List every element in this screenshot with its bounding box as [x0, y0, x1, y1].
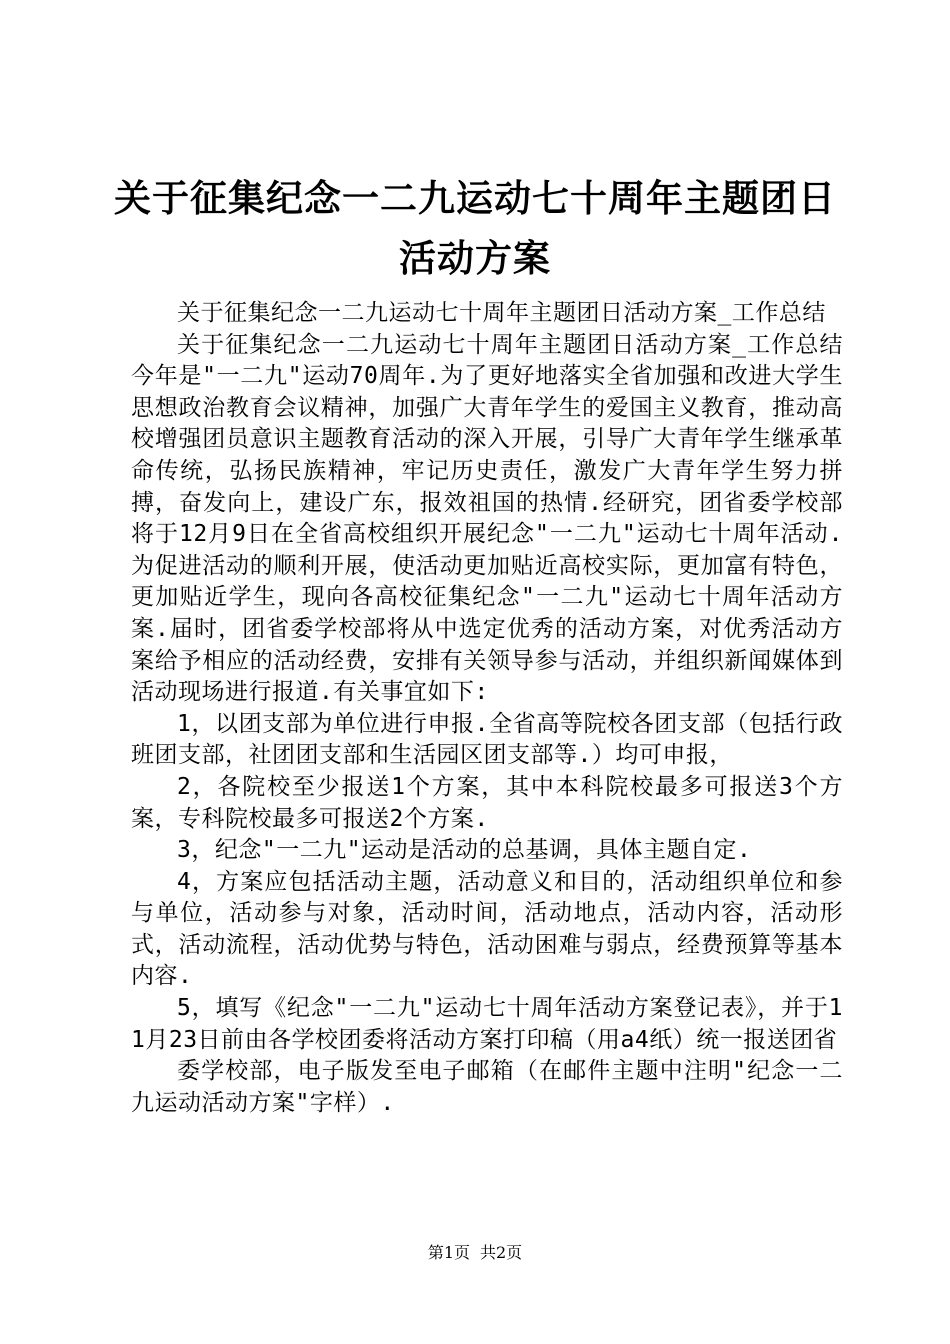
document-body [131, 298, 843, 1119]
paragraph-8: 委学校部，电子版发至电子邮箱（在邮件主题中注明"纪念一二九运动活动方案"字样）. [131, 1058, 843, 1116]
paragraph-1: 关于征集纪念一二九运动七十周年主题团日活动方案_工作总结 [177, 300, 826, 326]
paragraph-3: 1，以团支部为单位进行申报.全省高等院校各团支部（包括行政班团支部，社团团支部和生活园区团支部等.）均可申报， [131, 710, 843, 769]
page-number-current: 第1页 [427, 1243, 470, 1262]
paragraph-7: 5，填写《纪念"一二九"运动七十周年活动方案登记表》，并于11月23日前由各学校团委将活动方案打印稿（用a4纸）统一报送团省 [131, 995, 843, 1053]
document-title: 关于征集纪念一二九运动七十周年主题团日活动方案 [114, 176, 836, 280]
paragraph-4: 2，各院校至少报送1个方案，其中本科院校最多可报送3个方案，专科院校最多可报送2个方案. [131, 773, 843, 832]
paragraph-5: 3，纪念"一二九"运动是活动的总基调，具体主题自定. [177, 837, 752, 864]
page-footer [0, 1243, 950, 1263]
page-number-total: 共2页 [480, 1243, 523, 1262]
paragraph-6: 4，方案应包括活动主题，活动意义和目的，活动组织单位和参与单位，活动参与对象，活动时间，活动地点，活动内容，活动形式，活动流程，活动优势与特色，活动困难与弱点，经费预算等基本内容. [131, 868, 843, 990]
paragraph-2: 关于征集纪念一二九运动七十周年主题团日活动方案_工作总结今年是"一二九"运动70周年.为了更好地落实全省加强和改进大学生思想政治教育会议精神，加强广大青年学生的爱国主义教育，推动高校增强团员意识主题教育活动的深入开展，引导广大青年学生继承革命传统，弘扬民族精神，牢记历史责任，激发广大青年学生努力拼搏，奋发向上，建设广东，报效祖国的热情.经研究，团省委学校部将于12月9日在全省高校组织开展纪念"一二九"运动七十周年活动.为促进活动的顺利开展，使活动更加贴近高校实际，更加富有特色，更加贴近学生，现向各高校征集纪念"一二九"运动七十周年活动方案.届时，团省委学校部将从中选定优秀的活动方案，对优秀活动方案给予相应的活动经费，安排有关领导参与活动，并组织新闻媒体到活动现场进行报道.有关事宜如下: [131, 331, 843, 706]
